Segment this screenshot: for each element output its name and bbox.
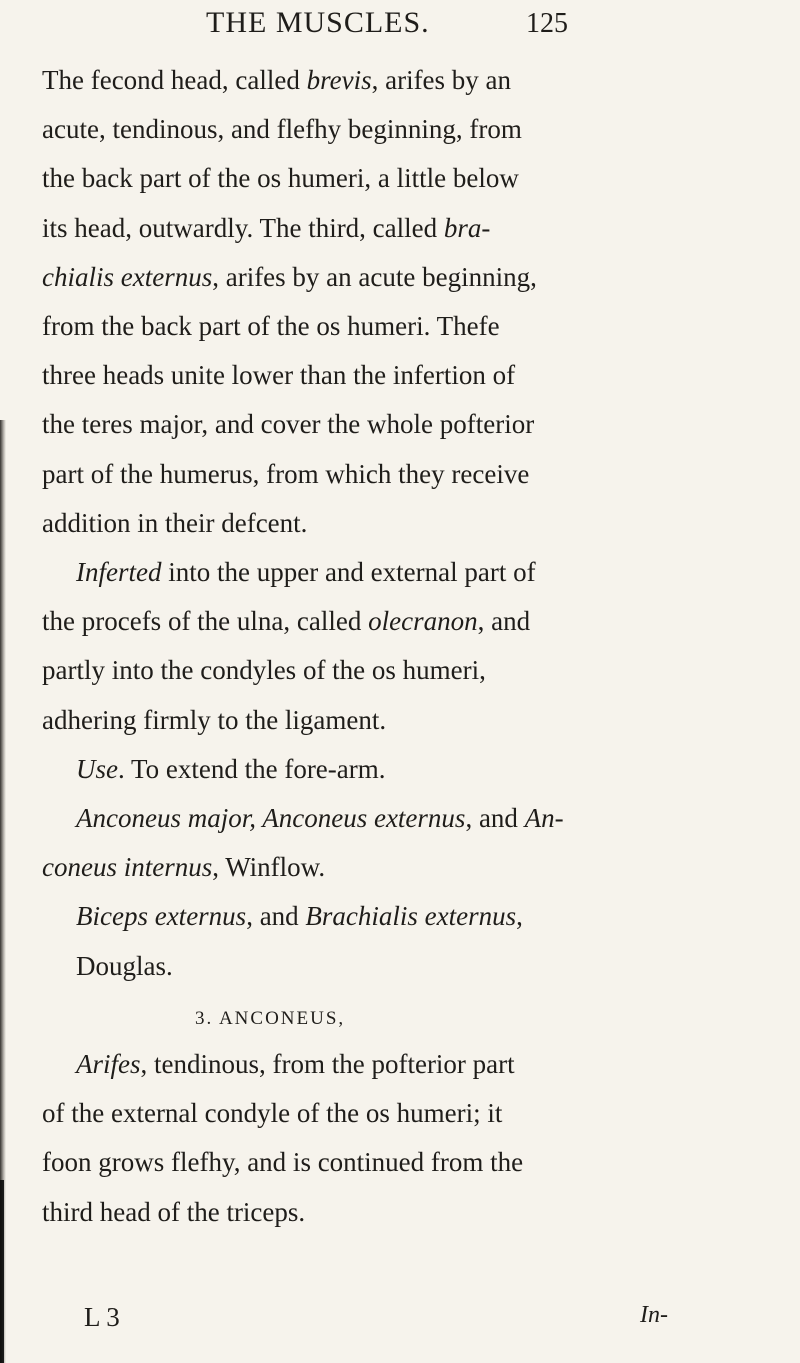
text-run: part of the humerus, from which they receive (42, 458, 530, 489)
page-header (0, 6, 800, 46)
text-run: , (516, 901, 523, 932)
text-line (76, 798, 564, 838)
text-run: acute, tendinous, and flefhy beginning, from (42, 114, 522, 145)
text-line (42, 601, 530, 641)
text-run: of the external condyle of the os humeri; it (42, 1098, 503, 1129)
text-run: , Winflow. (212, 852, 326, 883)
italic-term: Biceps externus (76, 901, 247, 932)
text-run: third head of the triceps. (42, 1196, 306, 1227)
text-line (42, 454, 529, 494)
italic-term: brevis (306, 65, 372, 95)
text-run: from the back part of the os humeri. Thefe (42, 311, 500, 341)
text-run: Douglas. (76, 950, 173, 981)
text-line (76, 946, 173, 986)
text-run: its head, outwardly. The third, called (42, 212, 444, 243)
italic-term: olecranon (368, 606, 478, 637)
text-line (42, 208, 490, 248)
text-run: , and (465, 803, 525, 833)
text-line (42, 503, 307, 543)
text-line (42, 355, 515, 395)
text-run: the procefs of the ulna, called (42, 606, 369, 637)
text-run: partly into the condyles of the os humeri, (42, 655, 486, 686)
italic-term: Inferted (76, 557, 162, 587)
text-line (42, 650, 486, 690)
text-run: , arifes by an acute beginning, (212, 261, 537, 292)
text-run: the teres major, and cover the whole pofterior (42, 409, 535, 440)
signature-mark: L 3 (84, 1302, 120, 1332)
text-run: The fecond head, called (42, 65, 307, 95)
italic-term: coneus internus (42, 852, 213, 883)
italic-term: Arifes (76, 1049, 141, 1079)
italic-term: An- (524, 803, 564, 833)
catchword: In- (640, 1302, 668, 1328)
italic-term: bra- (443, 212, 491, 243)
text-run: the back part of the os humeri, a little below (42, 163, 519, 194)
text-run: , and (477, 606, 531, 637)
page-number: 125 (526, 8, 568, 39)
text-line (76, 552, 536, 592)
text-line (42, 306, 500, 346)
text-line (42, 60, 511, 100)
page-edge-shadow-lower (0, 1180, 4, 1363)
text-line (42, 158, 519, 198)
text-line (42, 847, 325, 887)
text-line (76, 749, 386, 789)
italic-term: Brachialis externus (305, 901, 517, 932)
text-run: . To extend the fore-arm. (118, 753, 386, 784)
text-run: , tendinous, from the pofterior part (140, 1049, 515, 1079)
text-line (42, 700, 386, 740)
italic-term: chialis externus (42, 261, 213, 292)
section-heading: 3. ANCONEUS, (195, 1007, 346, 1029)
running-title: THE MUSCLES. (206, 6, 430, 39)
text-line (76, 896, 523, 936)
text-run: adhering firmly to the ligament. (42, 704, 387, 735)
text-line (76, 1044, 515, 1084)
text-line (42, 1142, 523, 1182)
text-line (42, 1192, 305, 1232)
text-run: , and (246, 901, 306, 932)
text-line (195, 995, 345, 1035)
text-run: three heads unite lower than the infertion of (42, 360, 516, 391)
text-run: foon grows flefhy, and is continued from the (42, 1147, 524, 1178)
text-line (42, 109, 522, 149)
text-run: addition in their defcent. (42, 507, 308, 538)
text-line (42, 1093, 502, 1133)
text-line (42, 257, 537, 297)
text-run: , arifes by an (371, 65, 512, 95)
text-run: into the upper and external part of (161, 557, 536, 587)
italic-term: Anconeus major, Anconeus externus (76, 803, 466, 833)
text-line (42, 404, 534, 444)
italic-term: Use (76, 753, 118, 784)
